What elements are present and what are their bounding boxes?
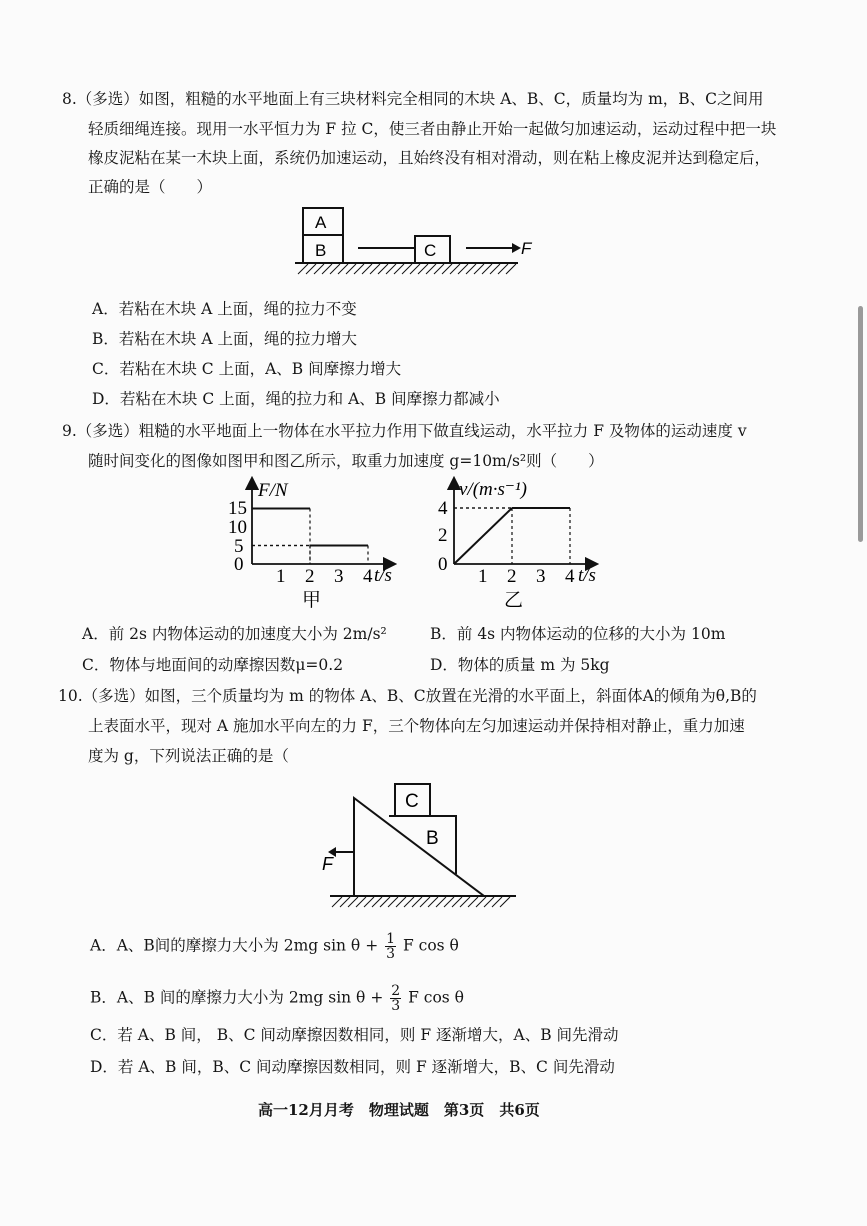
wedge-a [354, 798, 484, 896]
force-arrowhead [512, 243, 521, 253]
q10-option-c: C．若 A、B 间， B、C 间动摩擦因数相同，则 F 逐渐增大，A、B 间先滑动 [90, 1026, 619, 1044]
q10-option-a-prefix: A．A、B间的摩擦力大小为 2mg sin θ + [90, 936, 379, 955]
velocity-y-tick-4: 4 [438, 498, 448, 519]
force-label: F [322, 854, 333, 874]
q10-option-a-denominator: 3 [386, 946, 396, 962]
force-y-tick-15: 15 [228, 498, 247, 519]
force-label: F [521, 239, 532, 258]
q10-wedge-figure [318, 776, 523, 914]
q10-option-a-fraction [385, 932, 396, 961]
block-b-label: B [426, 828, 439, 849]
force-y-tick-10: 10 [228, 517, 247, 538]
q8-blocks-figure [290, 202, 530, 277]
q10-stem-line-1: 10.（多选）如图，三个质量均为 m 的物体 A、B、C放置在光滑的水平面上，斜面体A的倾角为θ,B的 [58, 687, 757, 705]
q10-option-a-suffix: F cos θ [402, 936, 459, 955]
velocity-graph-segment-0 [454, 508, 512, 564]
q8-option-c: C．若粘在木块 C 上面，A、B 间摩擦力增大 [92, 360, 402, 378]
q9-option-a: A．前 2s 内物体运动的加速度大小为 2m/s² [82, 625, 387, 643]
ground-hatch [332, 897, 510, 907]
q10-option-d: D．若 A、B 间，B、C 间动摩擦因数相同，则 F 逐渐增大，B、C 间先滑动 [90, 1058, 615, 1076]
block-b [389, 816, 456, 874]
q8-stem-line-4: 正确的是（ ） [88, 178, 213, 196]
block-c-label: C [424, 241, 437, 260]
force-x-tick-4: 4 [363, 566, 373, 587]
force-x-tick-1: 1 [276, 566, 286, 587]
q9-option-b: B．前 4s 内物体运动的位移的大小为 10m [430, 625, 726, 643]
q10-option-b [90, 984, 464, 1013]
q9-graph-force [222, 478, 412, 616]
q9-option-c: C．物体与地面间的动摩擦因数μ=0.2 [82, 656, 344, 674]
force-y-label: F/N [258, 480, 288, 501]
velocity-y-label: v/(m·s⁻¹) [459, 479, 527, 500]
q8-option-b: B．若粘在木块 A 上面，绳的拉力增大 [92, 330, 357, 348]
velocity-y-tick-0: 0 [438, 554, 448, 575]
ground-hatch [298, 264, 516, 274]
velocity-y-tick-2: 2 [438, 525, 448, 546]
q10-option-a-numerator: 1 [386, 931, 396, 947]
q8-stem-line-2: 轻质细绳连接。现用一水平恒力为 F 拉 C，使三者由静止开始一起做匀加速运动，运动过程中把一块 [88, 120, 777, 138]
q10-stem-line-3: 度为 g，下列说法正确的是（ [88, 747, 289, 765]
velocity-x-tick-1: 1 [478, 566, 488, 587]
q10-stem-line-2: 上表面水平，现对 A 施加水平向左的力 F，三个物体向左匀加速运动并保持相对静止，重力加速 [88, 717, 745, 735]
q8-option-a: A．若粘在木块 A 上面，绳的拉力不变 [92, 300, 357, 318]
block-a-label: A [315, 213, 327, 232]
velocity-x-tick-2: 2 [507, 566, 517, 587]
velocity-x-tick-4: 4 [565, 566, 575, 587]
q9-stem-line-2: 随时间变化的图像如图甲和图乙所示，取重力加速度 g=10m/s²则（ ） [88, 452, 604, 470]
q10-option-b-denominator: 3 [391, 998, 401, 1014]
q10-option-b-suffix: F cos θ [408, 988, 465, 1007]
q9-stem-line-1: 9.（多选）粗糙的水平地面上一物体在水平拉力作用下做直线运动，水平拉力 F 及物体的运动速度 v [62, 422, 747, 440]
force-x-tick-3: 3 [334, 566, 344, 587]
q9-option-d: D．物体的质量 m 为 5kg [430, 656, 610, 674]
q9-graph-velocity [432, 478, 622, 616]
block-c-label: C [405, 791, 419, 812]
force-x-label: t/s [374, 565, 392, 586]
q10-option-b-fraction [390, 984, 401, 1013]
velocity-x-label: t/s [578, 565, 596, 586]
scrollbar-thumb[interactable] [858, 306, 863, 542]
page-footer: 高一12月月考 物理试题 第3页 共6页 [258, 1101, 540, 1119]
q10-option-b-prefix: B．A、B 间的摩擦力大小为 2mg sin θ + [90, 988, 384, 1007]
force-y-tick-0: 0 [234, 554, 244, 575]
q8-stem-line-3: 橡皮泥粘在某一木块上面，系统仍加速运动，且始终没有相对滑动，则在粘上橡皮泥并达到稳定后， [88, 149, 771, 167]
q8-stem-line-1: 8.（多选）如图，粗糙的水平地面上有三块材料完全相同的木块 A、B、C，质量均为 m，B、C之间用 [62, 90, 764, 108]
force-x-tick-2: 2 [305, 566, 315, 587]
force-y-tick-5: 5 [234, 536, 244, 557]
q10-option-b-numerator: 2 [391, 983, 401, 999]
velocity-x-tick-3: 3 [536, 566, 546, 587]
q10-option-a [90, 932, 459, 961]
velocity-graph-caption: 乙 [504, 590, 524, 611]
q8-option-d: D．若粘在木块 C 上面，绳的拉力和 A、B 间摩擦力都减小 [92, 390, 500, 408]
block-b-label: B [315, 241, 327, 260]
force-graph-caption: 甲 [302, 590, 322, 611]
